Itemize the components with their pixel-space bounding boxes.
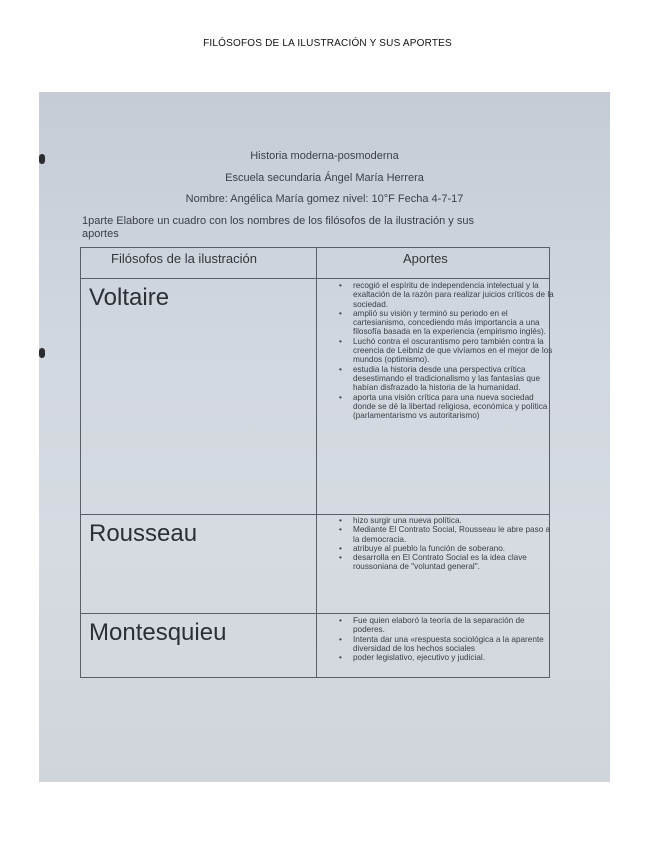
list-item: • estudia la historia desde una perspectiva crítica desestimando el tradicionalismo y las fantasías que habían disfrazado la historia de la humanidad.	[353, 365, 555, 393]
list-item: • recogió el espíritu de independencia intelectual y la exaltación de la razón para realizar juicios críticos de la sociedad.	[353, 281, 555, 309]
philosophers-table	[80, 247, 554, 678]
list-item: • poder legislativo, ejecutivo y judicial.	[353, 653, 555, 662]
list-item: • desarrolla en El Contrato Social es la idea clave roussoniana de "voluntad general".	[353, 553, 555, 572]
philosopher-montesquieu: Montesquieu	[89, 619, 227, 646]
list-item: • atribuye al pueblo la función de soberano.	[353, 544, 555, 553]
binder-hole	[39, 348, 45, 358]
list-item: • Intenta dar una «respuesta sociológica a la aparente diversidad de los hechos sociales	[353, 635, 555, 654]
task-instruction: 1parte Elabore un cuadro con los nombres de los filósofos de la ilustración y sus aportes	[82, 215, 474, 240]
list-item: • amplió su visión y terminó su periodo en el cartesianismo, concediendo más importancia a una filosofía basada en la experiencia (empirismo inglés).	[353, 309, 555, 337]
header-contributions: Aportes	[403, 251, 448, 266]
list-item: • hizo surgir una nueva política.	[353, 516, 555, 525]
document-photo	[39, 92, 610, 782]
philosopher-voltaire: Voltaire	[89, 284, 170, 311]
voltaire-contributions	[339, 281, 555, 420]
subject-heading: Historia moderna-posmoderna	[250, 150, 399, 162]
page-title: FILÓSOFOS DE LA ILUSTRACIÓN Y SUS APORTES	[203, 38, 452, 49]
list-item: • Fue quien elaboró la teoría de la separación de poderes.	[353, 616, 555, 635]
school-heading: Escuela secundaria Ángel María Herrera	[225, 172, 424, 184]
montesquieu-contributions	[339, 616, 555, 662]
rousseau-contributions	[339, 516, 555, 572]
list-item: • Luchó contra el oscurantismo pero también contra la creencia de Leibniz de que vivíamos en el mejor de los mundos (optimismo).	[353, 337, 555, 365]
header-philosophers: Filósofos de la ilustración	[111, 251, 257, 266]
list-item: • Mediante El Contrato Social, Rousseau le abre paso a la democracia.	[353, 525, 555, 544]
student-info: Nombre: Angélica María gomez nivel: 10°F Fecha 4-7-17	[185, 193, 464, 205]
philosopher-rousseau: Rousseau	[89, 520, 198, 547]
list-item: • aporta una visión crítica para una nueva sociedad donde se dé la libertad religiosa, económica y política (parlamentarismo vs autoritarismo)	[353, 393, 555, 421]
